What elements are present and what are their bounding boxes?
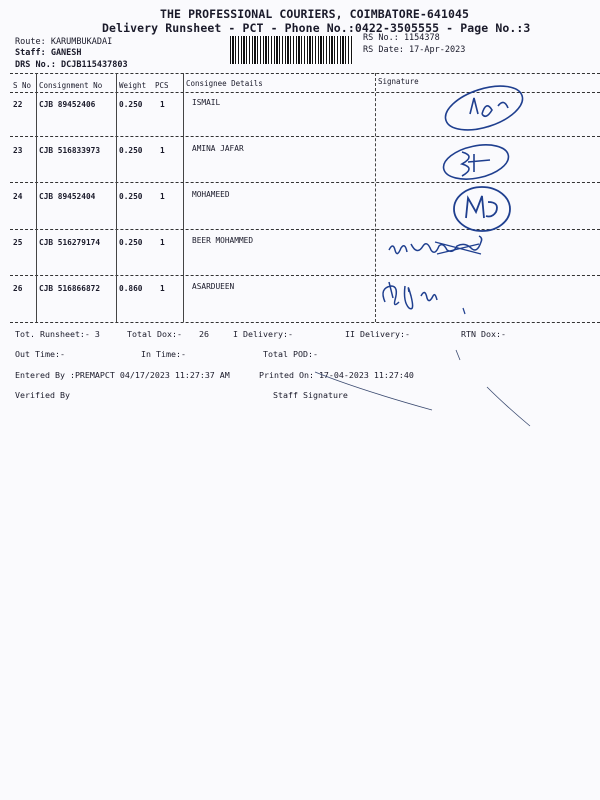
drs-number: DRS No.: DCJB115437803	[15, 60, 128, 70]
cell-sno: 26	[13, 284, 23, 293]
cell-pcs: 1	[160, 284, 165, 293]
i-delivery: I Delivery:-	[233, 329, 293, 339]
cell-sno: 22	[13, 100, 23, 109]
staff-label: Staff: GANESH	[15, 48, 82, 58]
cell-consignment: CJB 516279174	[39, 238, 101, 247]
cell-pcs: 1	[160, 100, 165, 109]
cell-consignment: CJB 516866872	[39, 284, 101, 293]
cell-consignment: CJB 89452406	[39, 100, 96, 109]
cell-consignee: AMINA JAFAR	[192, 144, 244, 153]
printed-on: Printed On: 17-04-2023 11:27:40	[259, 370, 414, 380]
cell-consignee: BEER MOHAMMED	[192, 236, 254, 245]
runsheet-subtitle: Delivery Runsheet - PCT - Phone No.:0422-3505555 - Page No.:3	[102, 21, 531, 35]
total-runsheet: Tot. Runsheet:- 3	[15, 329, 100, 339]
rs-date: RS Date: 17-Apr-2023	[363, 45, 466, 55]
cell-consignee: ASARDUEEN	[192, 282, 235, 291]
cell-pcs: 1	[160, 192, 165, 201]
cell-pcs: 1	[160, 238, 165, 247]
cell-consignee: ISMAIL	[192, 98, 221, 107]
total-pod: Total POD:-	[263, 349, 318, 359]
cell-consignee: MOHAMEED	[192, 190, 230, 199]
cell-consignment: CJB 89452404	[39, 192, 96, 201]
total-dox-label: Total Dox:-	[127, 329, 182, 339]
total-dox-value: 26	[199, 329, 209, 339]
cell-sno: 23	[13, 146, 23, 155]
cell-weight: 0.860	[119, 284, 143, 293]
rs-number: RS No.: 1154378	[363, 33, 440, 43]
col-header-signature: Signature	[378, 77, 419, 86]
cell-weight: 0.250	[119, 192, 143, 201]
staff-signature: Staff Signature	[273, 390, 348, 400]
ii-delivery: II Delivery:-	[345, 329, 410, 339]
col-header-sno: S No	[13, 81, 32, 90]
rtn-dox: RTN Dox:-	[461, 329, 506, 339]
col-header-weight: Weight	[119, 81, 147, 90]
cell-consignment: CJB 516833973	[39, 146, 101, 155]
company-title: THE PROFESSIONAL COURIERS, COIMBATORE-641045	[160, 7, 470, 21]
out-time: Out Time:-	[15, 349, 65, 359]
cell-weight: 0.250	[119, 146, 143, 155]
cell-pcs: 1	[160, 146, 165, 155]
col-header-consignee: Consignee Details	[186, 79, 263, 88]
col-header-pcs: PCS	[155, 81, 169, 90]
cell-sno: 25	[13, 238, 23, 247]
verified-by: Verified By	[15, 390, 70, 400]
col-header-consignment: Consignment No	[39, 81, 103, 90]
in-time: In Time:-	[141, 349, 186, 359]
route-label: Route: KARUMBUKADAI	[15, 37, 113, 47]
cell-sno: 24	[13, 192, 23, 201]
cell-weight: 0.250	[119, 238, 143, 247]
entered-by: Entered By :PREMAPCT 04/17/2023 11:27:37 AM	[15, 370, 230, 380]
cell-weight: 0.250	[119, 100, 143, 109]
